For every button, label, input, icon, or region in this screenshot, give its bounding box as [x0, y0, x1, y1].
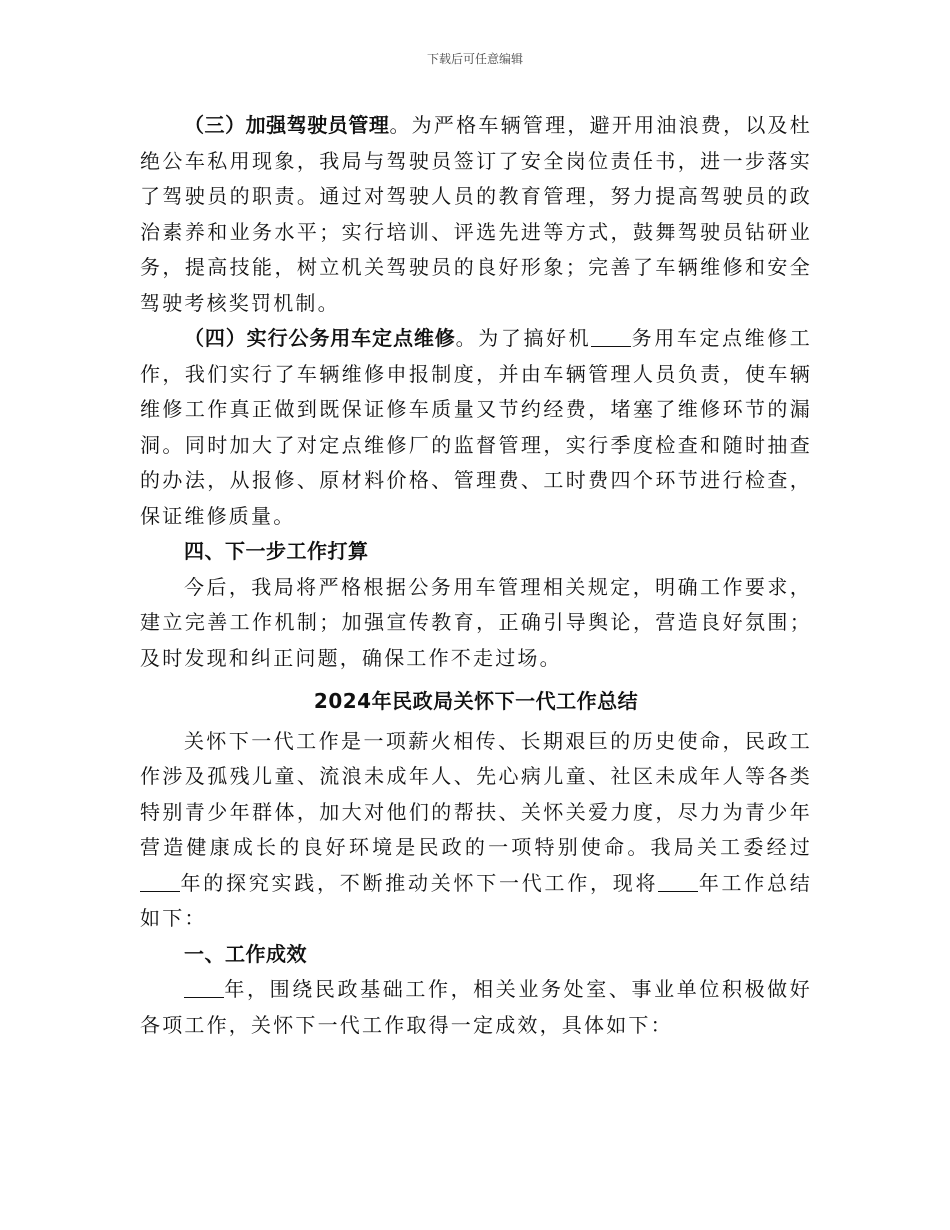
paragraph-fixed-repair: [140, 321, 812, 534]
paragraph-text: 年，围绕民政基础工作，相关业务处室、事业单位积极做好各项工作，关怀下一代工作取得一定成效，具体如下：: [140, 977, 812, 1037]
section-heading-4: （四）实行公务用车定点维修: [184, 326, 456, 350]
paragraph-text: 务用车定点维修工作，我们实行了车辆维修申报制度，并由车辆管理人员负责，使车辆维修工作真正做到既保证修车质量又节约经费，堵塞了维修环节的漏洞。同时加大了对定点维修厂的监督管理，实行季度检查和随时抽查的办法，从报修、原材料价格、管理费、工时费四个环节进行检查，保证维修质量。: [140, 326, 813, 528]
section-heading-3: （三）加强驾驶员管理: [184, 113, 390, 137]
paragraph-text: 。为了搞好机: [455, 326, 592, 350]
blank-line: [184, 977, 224, 998]
paragraph-text: 年的探究实践，不断推动关怀下一代工作，现将: [180, 870, 659, 895]
section-heading-achievements: 一、工作成效: [184, 941, 307, 966]
blank-line: [658, 871, 698, 892]
blank-line: [591, 326, 631, 347]
paragraph-driver-management: [140, 108, 812, 321]
paragraph-achievements: [140, 972, 812, 1043]
document-body: [140, 108, 812, 1043]
document-title: 2024年民政局关怀下一代工作总结: [313, 689, 639, 713]
paragraph-text: 关怀下一代工作是一项薪火相传、长期艰巨的历史使命，民政工作涉及孤残儿童、流浪未成年人、先心病儿童、社区未成年人等各类特别青少年群体，加大对他们的帮扶、关怀关爱力度，尽力为青少年营造健康成长的良好环境是民政的一项特别使命。我局关工委经过: [140, 728, 812, 859]
blank-line: [140, 871, 180, 892]
paragraph-text: 。为严格车辆管理，避开用油浪费，以及杜绝公车私用现象，我局与驾驶员签订了安全岗位责任书，进一步落实了驾驶员的职责。通过对驾驶人员的教育管理，努力提高驾驶员的政治素养和业务水平；实行培训、评选先进等方式，鼓舞驾驶员钻研业务，提高技能，树立机关驾驶员的良好形象；完善了车辆维修和安全驾驶考核奖罚机制。: [140, 113, 813, 315]
paragraph-next-steps: 今后，我局将严格根据公务用车管理相关规定，明确工作要求，建立完善工作机制；加强宣传教育，正确引导舆论，营造良好氛围；及时发现和纠正问题，确保工作不走过场。: [140, 574, 812, 670]
paragraph-text: 年工作总结如下：: [140, 870, 813, 930]
page-header: 下载后可任意编辑: [426, 52, 523, 66]
paragraph-intro: [140, 724, 812, 937]
section-heading-next-steps: 四、下一步工作打算: [184, 539, 369, 563]
